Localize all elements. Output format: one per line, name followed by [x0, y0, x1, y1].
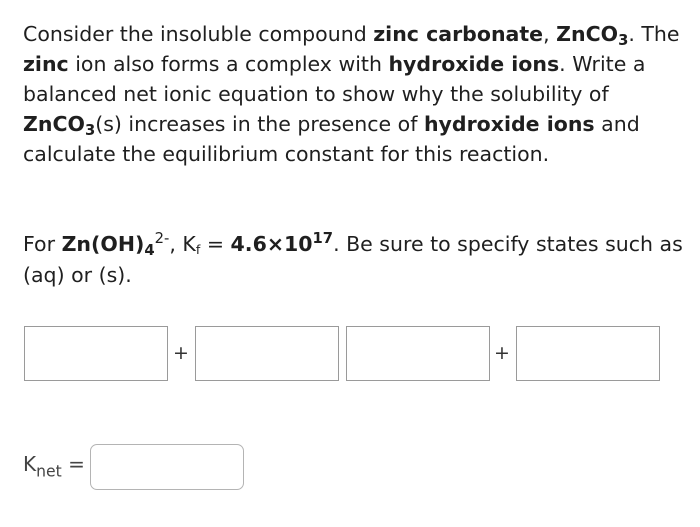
bold-term-zinc: zinc — [23, 52, 69, 76]
kf-exponent: 17 — [312, 229, 334, 247]
formula-subscript: 3 — [618, 32, 629, 50]
formula-zinc-carbonate-2 — [23, 112, 96, 140]
question-fragment: ion also forms a complex with — [68, 52, 389, 76]
knet-label — [23, 452, 85, 483]
formula-subscript: 3 — [84, 122, 96, 140]
reactant-1-input[interactable] — [24, 326, 168, 381]
knet-input[interactable] — [90, 444, 244, 490]
knet-subscript: net — [36, 462, 62, 481]
question-fragment: Consider the insoluble compound — [23, 22, 374, 46]
given-fragment: , K — [169, 232, 196, 256]
given-fragment: = — [200, 232, 231, 256]
question-fragment: . The — [628, 22, 680, 46]
plus-sign: + — [173, 342, 189, 364]
question-fragment: . Write a balanced net ionic equation to show why the solubility of — [23, 52, 646, 106]
bold-term-hydroxide-ions-2: hydroxide ions — [423, 112, 595, 136]
formula-charge-superscript: 2- — [154, 229, 170, 247]
given-fragment: . Be sure to specify states such as (aq) or (s). — [23, 232, 683, 287]
reactant-2-input[interactable] — [195, 326, 339, 381]
given-fragment: For — [23, 232, 62, 256]
kf-subscript: f — [195, 242, 201, 258]
given-constant-text — [23, 229, 683, 291]
question-fragment: , — [543, 22, 557, 46]
question-fragment: and calculate the equilibrium constant for this reaction. — [23, 112, 640, 166]
knet-symbol: K — [23, 452, 37, 476]
kf-value — [230, 229, 334, 256]
question-fragment: (s) increases in the presence of — [95, 112, 424, 136]
bold-term-hydroxide-ions: hydroxide ions — [388, 52, 560, 76]
formula-base: Zn(OH) — [61, 232, 145, 256]
product-2-input[interactable] — [516, 326, 660, 381]
kf-mantissa: 4.6×10 — [230, 232, 313, 256]
product-1-input[interactable] — [346, 326, 490, 381]
plus-sign: + — [494, 342, 510, 364]
formula-base: ZnCO — [556, 22, 619, 46]
formula-subscript: 4 — [144, 242, 155, 260]
formula-zinc-carbonate — [556, 22, 629, 50]
formula-base: ZnCO — [23, 112, 85, 136]
bold-term-zinc-carbonate: zinc carbonate — [373, 22, 544, 46]
equals-sign: = — [61, 452, 85, 476]
formula-zinc-hydroxide-complex — [61, 232, 155, 260]
question-text — [23, 19, 683, 169]
